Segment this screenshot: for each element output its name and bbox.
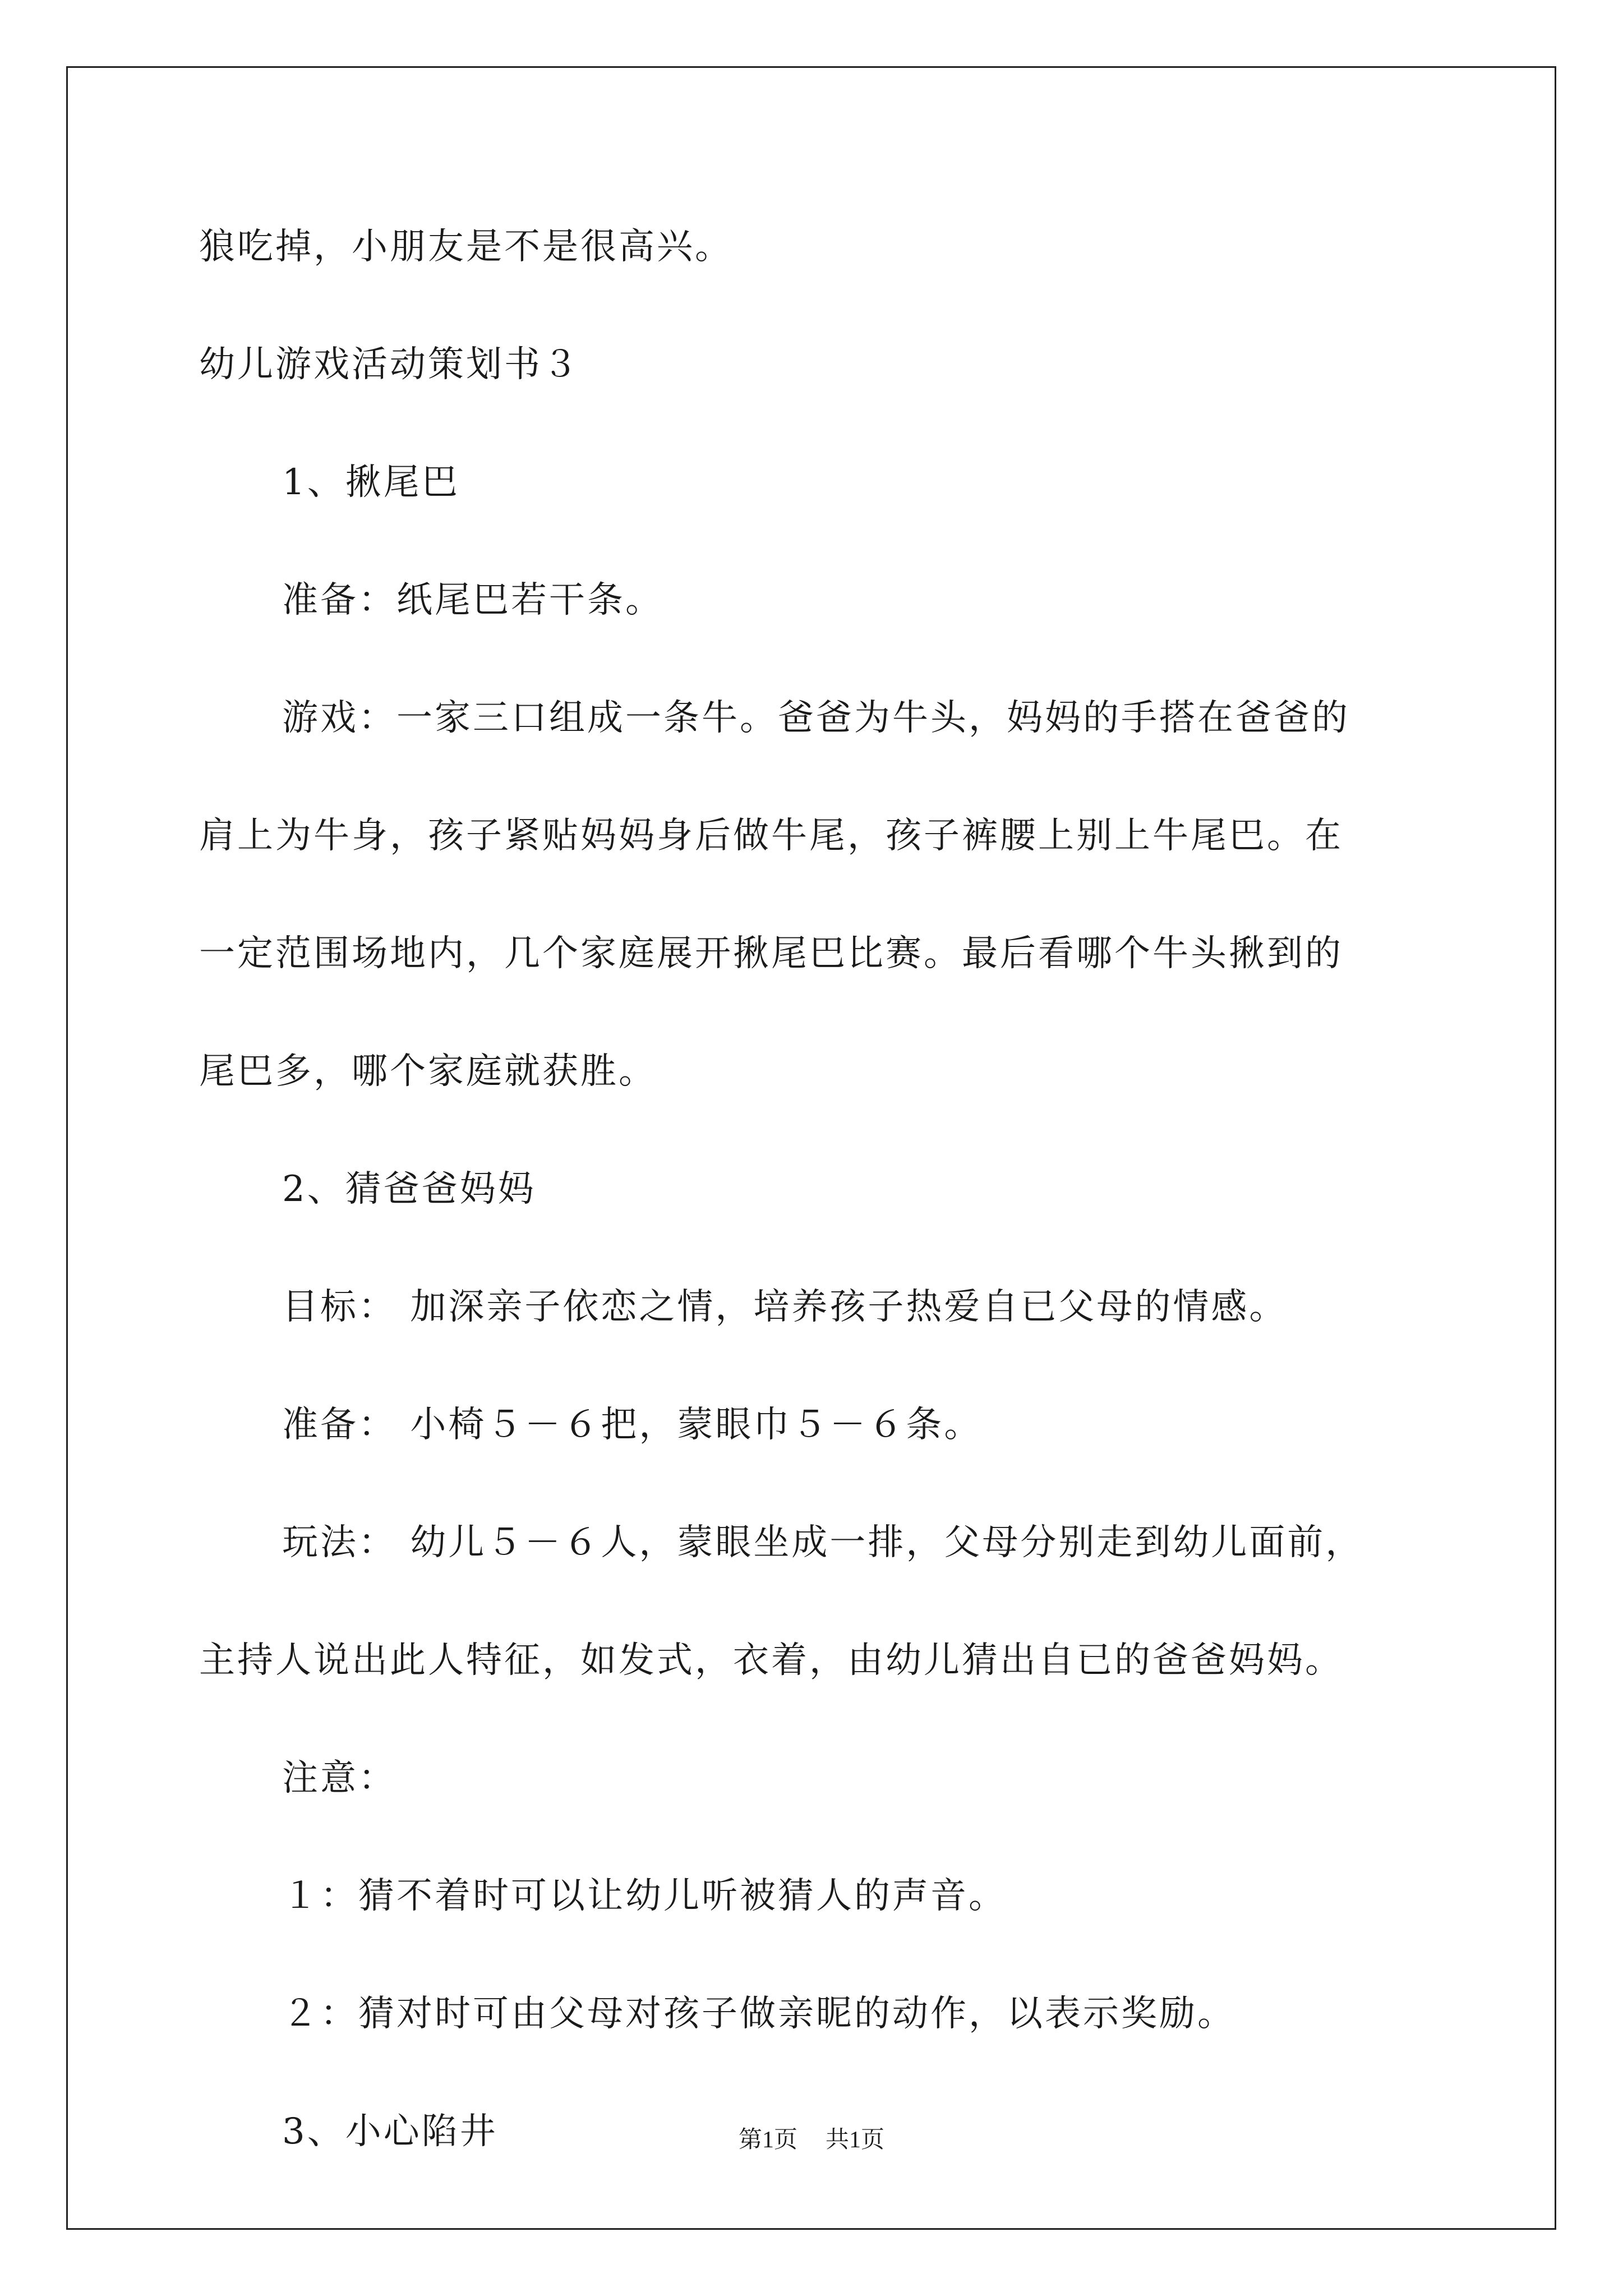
game-title: 3、小心陷井 xyxy=(282,2111,498,2152)
page-number-current: 第1页 xyxy=(738,2127,797,2153)
section-heading: 幼儿游戏活动策划书３ xyxy=(199,344,580,385)
preparation-text: 准备：纸尾巴若干条。 xyxy=(282,579,663,621)
note-item: ２：猜对时可由父母对孩子做亲昵的动作，以表示奖励。 xyxy=(282,1993,1235,2035)
goal-text: 目标： 加深亲子依恋之情，培养孩子热爱自已父母的情感。 xyxy=(282,1286,1288,1328)
notes-heading: 注意： xyxy=(282,1757,396,1799)
game-title: 1、揪尾巴 xyxy=(282,462,460,503)
game-title: 2、猜爸爸妈妈 xyxy=(282,1168,536,1210)
note-item: １：猜不着时可以让幼儿听被猜人的声音。 xyxy=(282,1875,1007,1917)
page-footer xyxy=(0,2126,1623,2154)
game-description-line: 尾巴多，哪个家庭就获胜。 xyxy=(199,1051,657,1092)
game-description-line: 游戏：一家三口组成一条牛。爸爸为牛头，妈妈的手搭在爸爸的 xyxy=(282,697,1350,739)
gameplay-line: 玩法： 幼儿５－６人，蒙眼坐成一排，父母分别走到幼儿面前， xyxy=(282,1522,1364,1563)
game-description-line: 肩上为牛身，孩子紧贴妈妈身后做牛尾，孩子裤腰上别上牛尾巴。在 xyxy=(199,815,1343,857)
page-number-total: 共1页 xyxy=(826,2127,885,2153)
gameplay-line: 主持人说出此人特征，如发式，衣着，由幼儿猜出自已的爸爸妈妈。 xyxy=(199,1640,1343,1681)
preparation-text: 准备： 小椅５－６把，蒙眼巾５－６条。 xyxy=(282,1404,983,1446)
paragraph-continuation: 狼吃掉，小朋友是不是很高兴。 xyxy=(199,226,733,268)
game-description-line: 一定范围场地内，几个家庭展开揪尾巴比赛。最后看哪个牛头揪到的 xyxy=(199,933,1343,974)
